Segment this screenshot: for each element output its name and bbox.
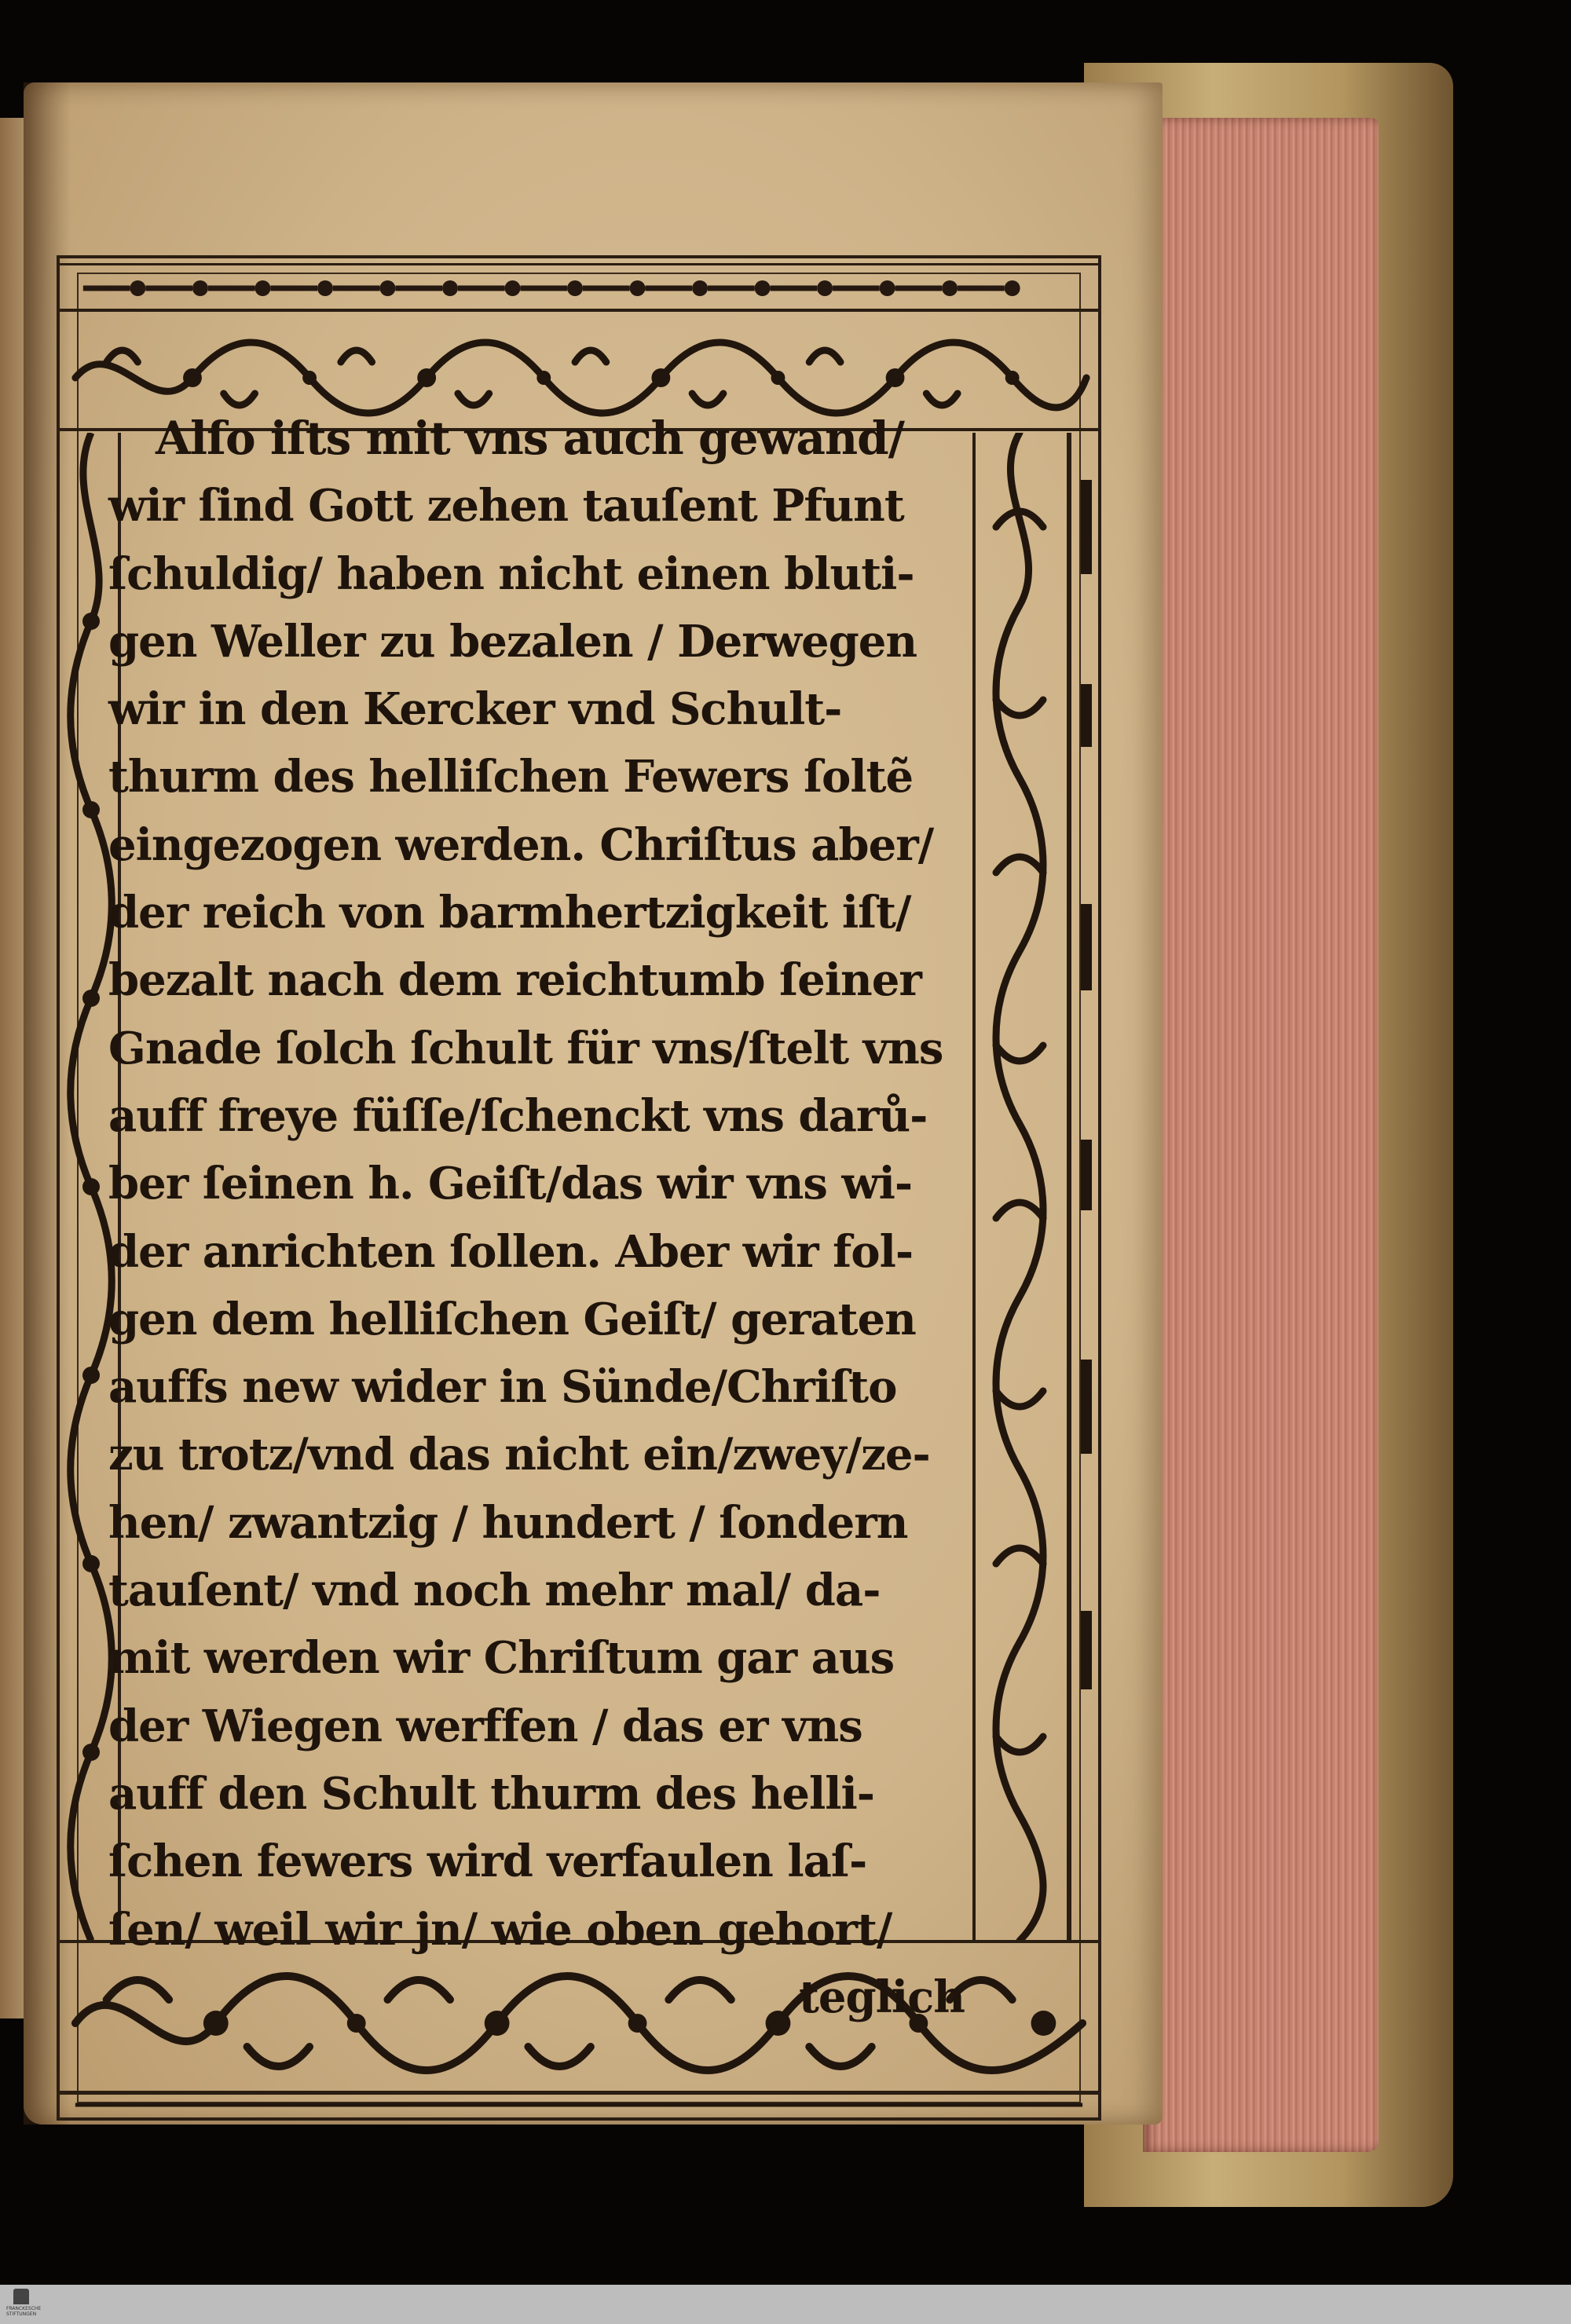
top-chain-ornament	[60, 258, 1098, 315]
library-logo-icon	[13, 2289, 29, 2304]
text-line: der Wiegen werffen / das er vns	[108, 1700, 862, 1752]
footer-strip	[0, 2285, 1571, 2324]
text-line: thurm des helliſchen Fewers ſoltẽ	[108, 751, 914, 803]
text-line: gen Weller zu bezalen / Derwegen	[108, 615, 917, 668]
right-side-ornament	[972, 433, 1098, 1941]
text-line: ſchen fewers wird verfaulen laſ-	[108, 1835, 867, 1888]
text-line: tauſent/ vnd noch mehr mal/ da-	[108, 1565, 881, 1617]
gutter-shadow	[24, 82, 71, 2125]
text-line: eingezogen werden. Chriſtus aber/	[108, 818, 934, 871]
text-line: gen dem helliſchen Geiſt/ geraten	[108, 1293, 916, 1345]
text-line: ber ſeinen h. Geiſt/das wir vns wi-	[108, 1158, 913, 1210]
text-line: wir in den Kercker vnd Schult-	[108, 683, 842, 736]
catchword: teglich	[798, 1971, 965, 2023]
text-line: auffs new wider in Sünde/Chriſto	[108, 1361, 897, 1414]
text-line: mit werden wir Chriſtum gar aus	[108, 1632, 895, 1685]
text-line: auff freye füſſe/ſchenckt vns darů-	[108, 1089, 928, 1142]
text-line: hen/ zwantzig / hundert / ſondern	[108, 1496, 908, 1549]
text-line: auff den Schult thurm des helli-	[108, 1767, 875, 1820]
text-line: ſchuldig/ haben nicht einen bluti-	[108, 547, 914, 600]
library-logo	[6, 2289, 42, 2320]
text-line: wir ſind Gott zehen tauſent Pfunt	[108, 480, 904, 533]
text-line: der anrichten ſollen. Aber wir fol-	[108, 1225, 914, 1278]
page-edges	[1143, 118, 1379, 2152]
text-line: Gnade ſolch ſchult für vns/ſtelt vns	[108, 1022, 943, 1074]
book-page	[24, 82, 1163, 2125]
text-line: ſen/ weil wir jn/ wie oben gehort/	[108, 1903, 892, 1956]
library-logo-label: FRANCKESCHE STIFTUNGEN	[6, 2306, 42, 2317]
text-line: Alſo iſts mit vns auch gewand/	[156, 412, 904, 465]
text-line: der reich von barmhertzigkeit iſt/	[108, 887, 911, 939]
text-line: bezalt nach dem reichtumb ſeiner	[108, 954, 921, 1007]
page-text	[108, 404, 972, 2023]
text-line: zu trotz/vnd das nicht ein/zwey/ze-	[108, 1429, 930, 1481]
